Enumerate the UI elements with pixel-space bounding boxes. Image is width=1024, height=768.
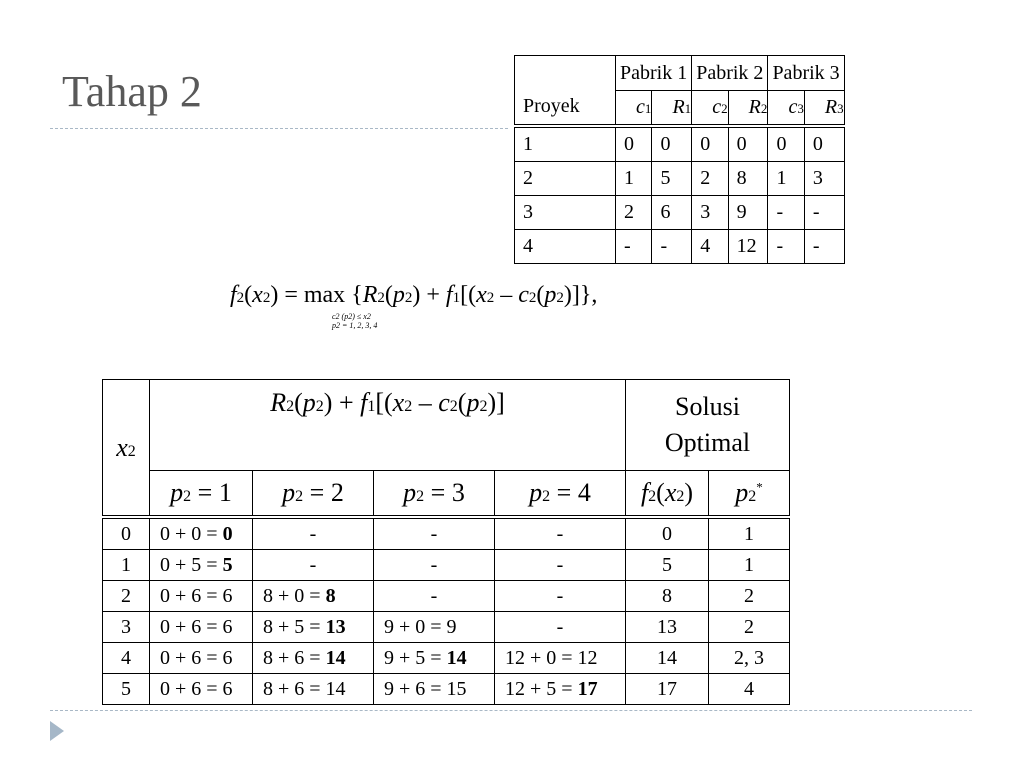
expression-cell: 12 + 0 = 12 xyxy=(495,643,626,674)
project-cell: 4 xyxy=(515,230,616,264)
project-cell: 3 xyxy=(804,162,844,196)
sub-header-c2: c2 xyxy=(692,91,728,127)
x2-value: 3 xyxy=(103,612,150,643)
project-cell: 2 xyxy=(692,162,728,196)
p2-star-value: 2, 3 xyxy=(709,643,790,674)
sub-header-r3: R3 xyxy=(804,91,844,127)
subscript: 2 xyxy=(721,101,728,116)
proyek-header: Proyek xyxy=(515,56,616,127)
pabrik-3-header: Pabrik 3 xyxy=(768,56,844,91)
p2-star-value: 4 xyxy=(709,674,790,705)
project-cell: 3 xyxy=(692,196,728,230)
x2-value: 2 xyxy=(103,581,150,612)
f2-value: 8 xyxy=(626,581,709,612)
formula-rhs: {R2(p2) + f1[(x2 – c2(p2)]}, xyxy=(351,282,598,308)
expression-cell: - xyxy=(495,550,626,581)
x2-header: x2 xyxy=(103,380,150,518)
p2-4-header: p2 = 4 xyxy=(495,471,626,518)
pabrik-2-header: Pabrik 2 xyxy=(692,56,768,91)
f2-header: f2(x2) xyxy=(626,471,709,518)
expression-cell: 9 + 5 = 14 xyxy=(374,643,495,674)
project-cell: 0 xyxy=(768,126,804,162)
project-row xyxy=(515,126,845,162)
p2-star-value: 1 xyxy=(709,550,790,581)
p2-3-header: p2 = 3 xyxy=(374,471,495,518)
p2-1-header: p2 = 1 xyxy=(150,471,253,518)
expression-cell: - xyxy=(253,550,374,581)
x2-value: 0 xyxy=(103,517,150,550)
nav-arrow-icon[interactable] xyxy=(50,721,64,741)
expression-cell: 12 + 5 = 17 xyxy=(495,674,626,705)
project-cell: 0 xyxy=(652,126,692,162)
expression-cell: 9 + 6 = 15 xyxy=(374,674,495,705)
f2-value: 5 xyxy=(626,550,709,581)
expression-cell: 0 + 6 = 6 xyxy=(150,612,253,643)
project-row xyxy=(515,196,845,230)
sub-header-r2: R2 xyxy=(728,91,768,127)
solution-row xyxy=(103,517,790,550)
expression-cell: - xyxy=(495,581,626,612)
expression-cell: 0 + 6 = 6 xyxy=(150,674,253,705)
p2-star-value: 1 xyxy=(709,517,790,550)
project-table xyxy=(514,55,845,264)
project-cell: 9 xyxy=(728,196,768,230)
expression-cell: 0 + 0 = 0 xyxy=(150,517,253,550)
project-cell: 2 xyxy=(616,196,652,230)
max-constraint: c2 (p2) ≤ x2 p2 = 1, 2, 3, 4 xyxy=(332,312,378,330)
expression-cell: - xyxy=(374,581,495,612)
subscript: 3 xyxy=(797,101,804,116)
project-cell: 0 xyxy=(728,126,768,162)
x2-value: 5 xyxy=(103,674,150,705)
solution-row xyxy=(103,674,790,705)
project-cell: 1 xyxy=(515,126,616,162)
expression-cell: 8 + 0 = 8 xyxy=(253,581,374,612)
title-divider xyxy=(50,128,508,129)
solution-table xyxy=(102,379,790,705)
expression-cell: 8 + 6 = 14 xyxy=(253,674,374,705)
solution-row xyxy=(103,550,790,581)
project-cell: 1 xyxy=(616,162,652,196)
footer-divider xyxy=(50,710,972,711)
f2-value: 17 xyxy=(626,674,709,705)
project-cell: - xyxy=(616,230,652,264)
project-cell: - xyxy=(804,196,844,230)
p2-star-value: 2 xyxy=(709,612,790,643)
x2-value: 4 xyxy=(103,643,150,674)
project-cell: - xyxy=(804,230,844,264)
expression-cell: - xyxy=(374,550,495,581)
f2-value: 0 xyxy=(626,517,709,550)
expression-cell: - xyxy=(495,517,626,550)
slide-title: Tahap 2 xyxy=(62,67,202,116)
x2-value: 1 xyxy=(103,550,150,581)
pabrik-1-header: Pabrik 1 xyxy=(616,56,692,91)
subscript: 1 xyxy=(644,101,652,116)
p2-star-value: 2 xyxy=(709,581,790,612)
expression-cell: 0 + 6 = 6 xyxy=(150,643,253,674)
project-cell: 0 xyxy=(692,126,728,162)
expression-cell: - xyxy=(253,517,374,550)
expression-header: R2(p2) + f1[(x2 – c2(p2)] xyxy=(150,380,626,471)
project-cell: - xyxy=(768,230,804,264)
expression-cell: - xyxy=(374,517,495,550)
p2-2-header: p2 = 2 xyxy=(253,471,374,518)
solution-row xyxy=(103,643,790,674)
f2-value: 14 xyxy=(626,643,709,674)
subscript: 1 xyxy=(684,101,692,116)
project-cell: 0 xyxy=(804,126,844,162)
expression-cell: - xyxy=(495,612,626,643)
expression-cell: 9 + 0 = 9 xyxy=(374,612,495,643)
project-row xyxy=(515,162,845,196)
solution-row xyxy=(103,612,790,643)
subscript: 3 xyxy=(837,101,844,116)
project-cell: 2 xyxy=(515,162,616,196)
project-cell: 8 xyxy=(728,162,768,196)
sub-header-c1: c1 xyxy=(616,91,652,127)
expression-cell: 0 + 5 = 5 xyxy=(150,550,253,581)
project-cell: 12 xyxy=(728,230,768,264)
solution-row xyxy=(103,581,790,612)
project-cell: 0 xyxy=(616,126,652,162)
recursive-formula: f2(x2) = max {R2(p2) + f1[(x2 – c2(p2)]}, xyxy=(230,282,598,308)
project-cell: 3 xyxy=(515,196,616,230)
solusi-optimal-header: Solusi Optimal xyxy=(626,380,790,471)
project-cell: 1 xyxy=(768,162,804,196)
project-cell: 5 xyxy=(652,162,692,196)
project-cell: - xyxy=(652,230,692,264)
sub-header-c3: c3 xyxy=(768,91,804,127)
subscript: 2 xyxy=(760,101,768,116)
p2-star-header: p2* xyxy=(709,471,790,518)
f2-value: 13 xyxy=(626,612,709,643)
project-row xyxy=(515,230,845,264)
sub-header-r1: R1 xyxy=(652,91,692,127)
expression-cell: 8 + 5 = 13 xyxy=(253,612,374,643)
project-cell: - xyxy=(768,196,804,230)
expression-cell: 0 + 6 = 6 xyxy=(150,581,253,612)
expression-cell: 8 + 6 = 14 xyxy=(253,643,374,674)
project-cell: 6 xyxy=(652,196,692,230)
project-cell: 4 xyxy=(692,230,728,264)
